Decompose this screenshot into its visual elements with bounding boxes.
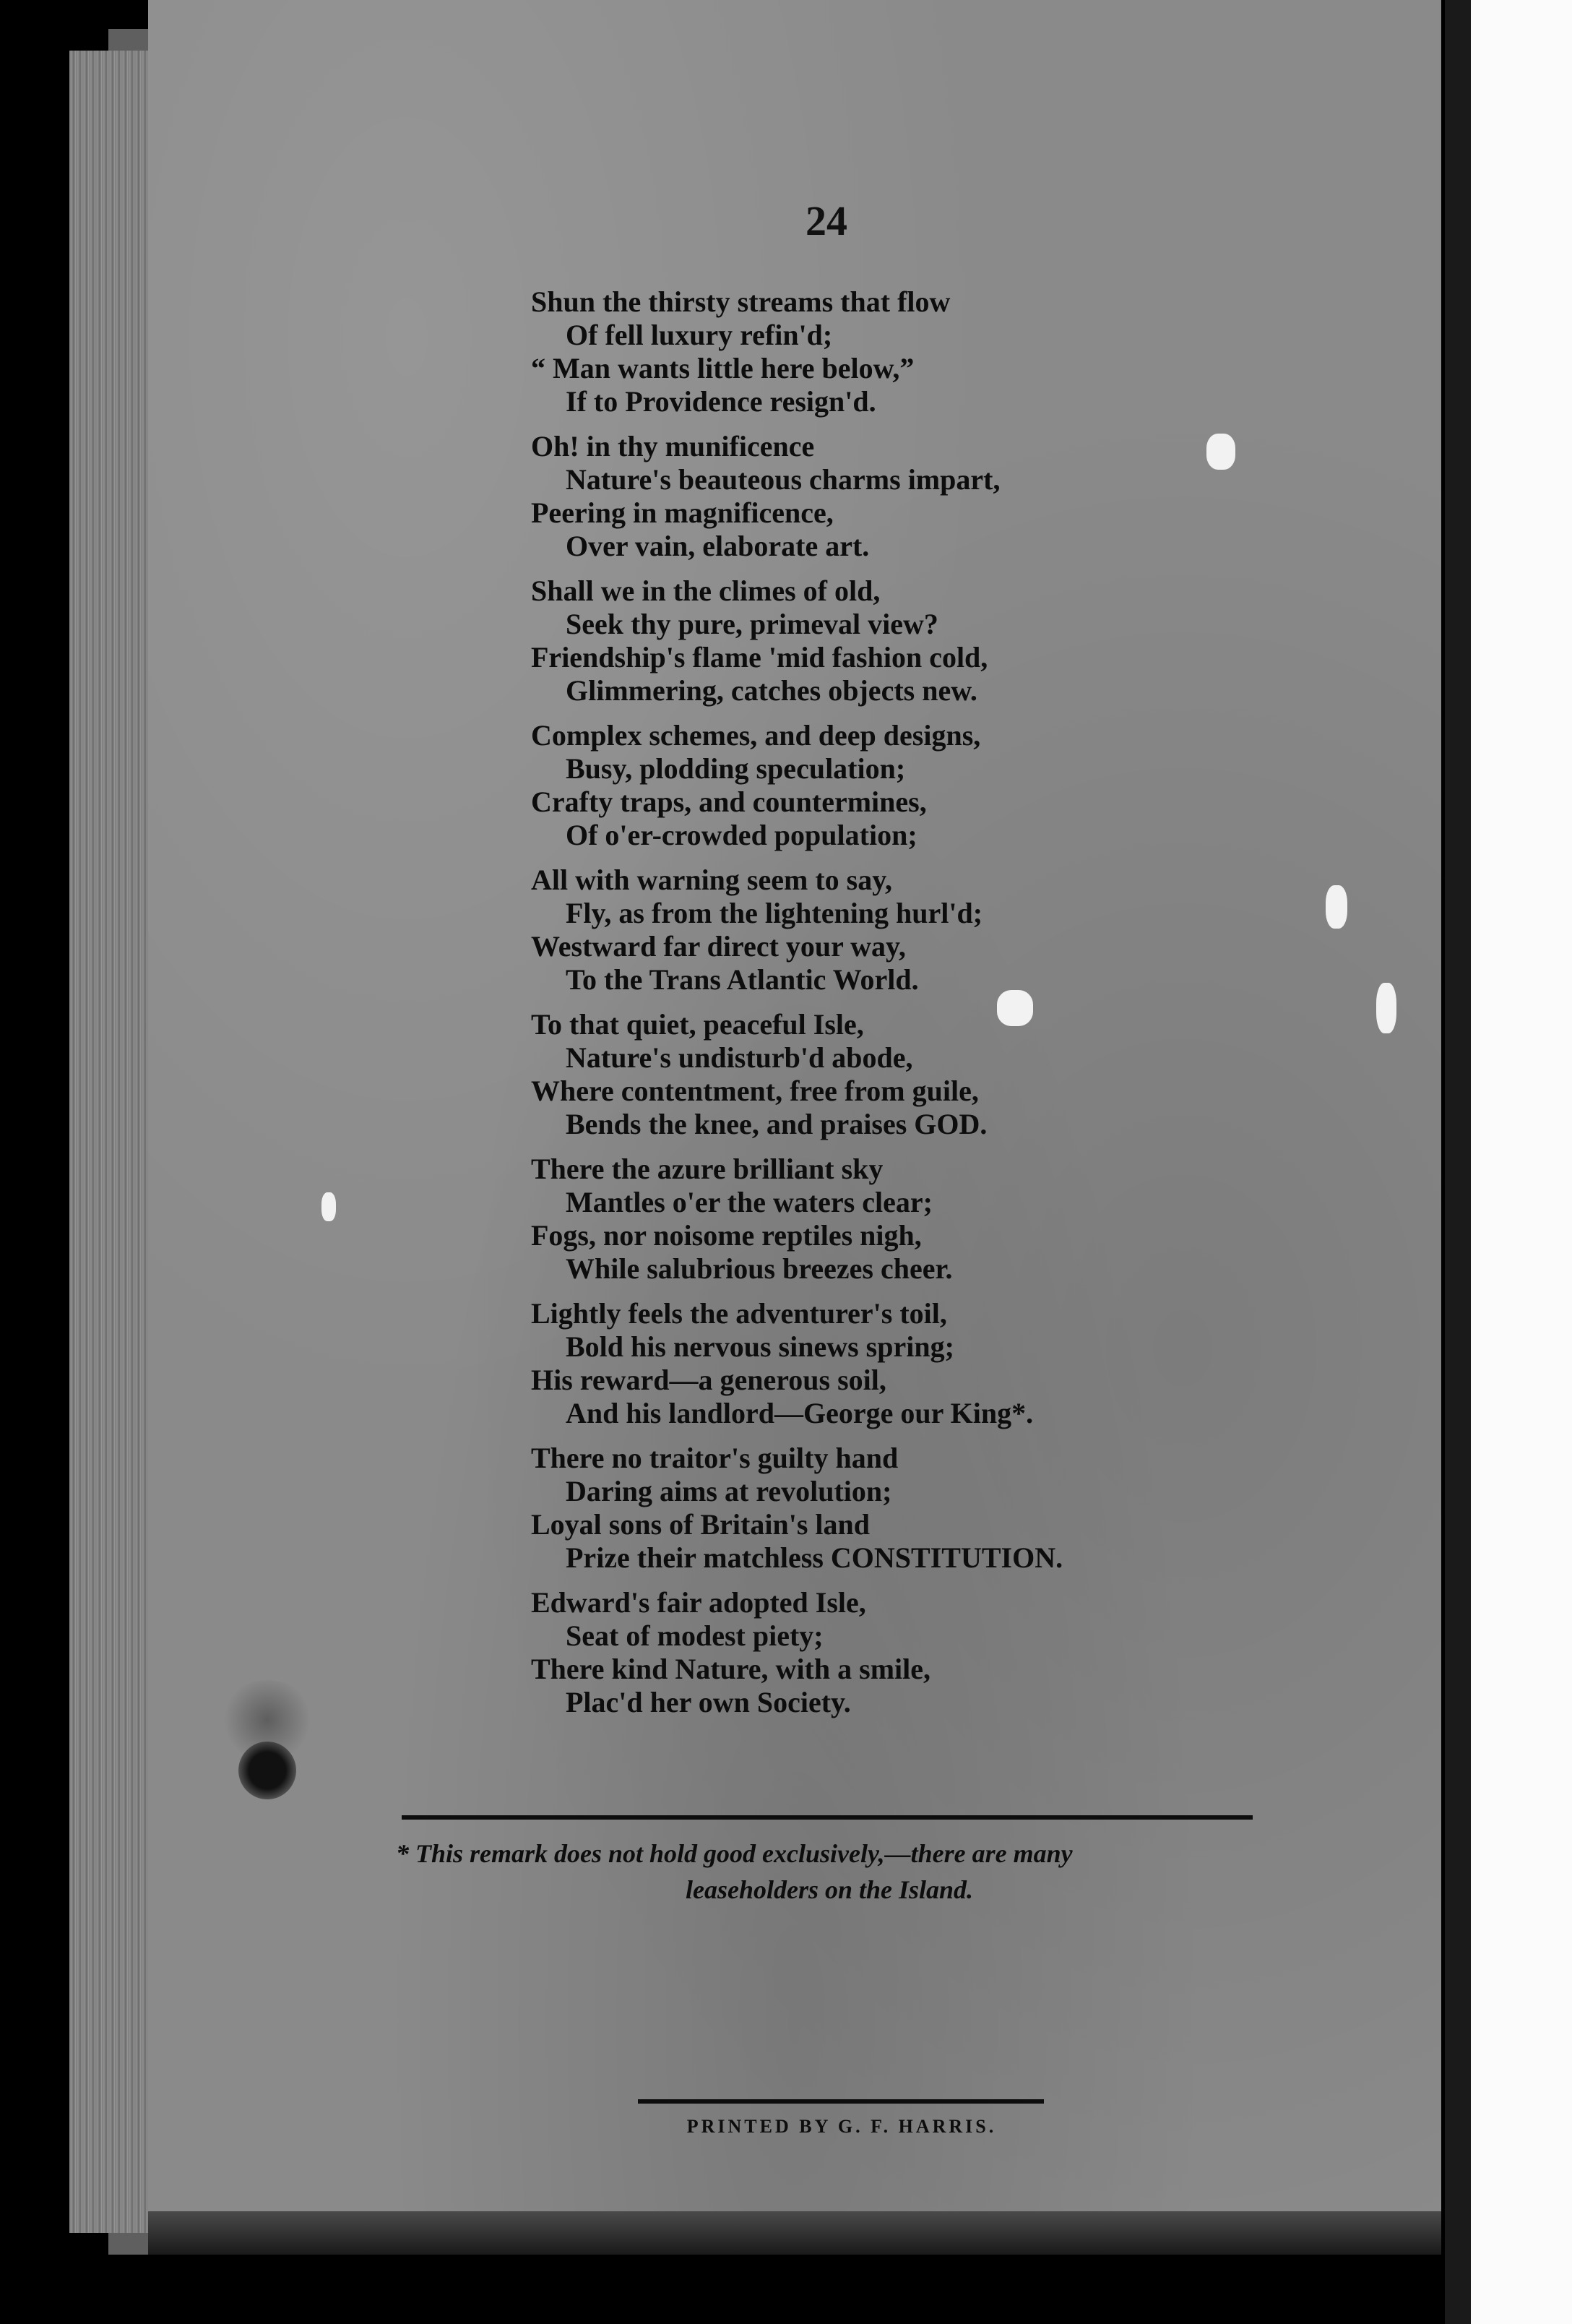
paper-speck — [1376, 983, 1396, 1033]
poem-line: Crafty traps, and countermines, — [531, 786, 927, 818]
footnote-line: * This remark does not hold good exclusively,—there are many — [396, 1839, 1073, 1868]
poem-line: Fly, as from the lightening hurl'd; — [566, 897, 983, 929]
stanza — [531, 719, 1253, 852]
page-gutter-shadow — [1445, 0, 1471, 2324]
footnote-divider — [402, 1815, 1253, 1820]
poem-line: And his landlord—George our King*. — [566, 1397, 1034, 1429]
poem-line: Fogs, nor noisome reptiles nigh, — [531, 1219, 922, 1252]
poem-line: Of fell luxury refin'd; — [566, 319, 833, 351]
stanza — [531, 285, 1253, 418]
poem — [531, 285, 1253, 1731]
poem-line: Busy, plodding speculation; — [566, 752, 906, 785]
poem-line: There the azure brilliant sky — [531, 1153, 884, 1185]
poem-line: Edward's fair adopted Isle, — [531, 1586, 866, 1619]
poem-line: Of o'er-crowded population; — [566, 819, 917, 851]
poem-line: Bold his nervous sinews spring; — [566, 1330, 954, 1363]
poem-line: There no traitor's guilty hand — [531, 1442, 899, 1474]
poem-line: All with warning seem to say, — [531, 864, 892, 896]
poem-line: While salubrious breezes cheer. — [566, 1252, 953, 1285]
poem-line: Glimmering, catches objects new. — [566, 674, 977, 707]
stanza — [531, 1586, 1253, 1719]
poem-line: Seat of modest piety; — [566, 1619, 824, 1652]
printer-imprint: PRINTED BY G. F. HARRIS. — [686, 2116, 997, 2137]
poem-line: Peering in magnificence, — [531, 496, 834, 529]
adjacent-page-edge — [1471, 0, 1572, 2324]
stanza — [531, 574, 1253, 707]
stanza — [531, 1297, 1253, 1430]
poem-line: His reward—a generous soil, — [531, 1364, 886, 1396]
poem-line: If to Providence resign'd. — [566, 385, 876, 418]
footnote-line: leaseholders on the Island. — [685, 1875, 974, 1904]
paper-speck — [1326, 885, 1347, 929]
stanza — [531, 430, 1253, 563]
imprint-divider — [638, 2099, 1044, 2104]
poem-line: There kind Nature, with a smile, — [531, 1653, 930, 1685]
page-bottom-shadow — [148, 2211, 1441, 2255]
poem-line: To that quiet, peaceful Isle, — [531, 1008, 864, 1041]
poem-line: Over vain, elaborate art. — [566, 530, 870, 562]
poem-line: “ Man wants little here below,” — [531, 352, 915, 384]
page-stack-edges — [69, 51, 151, 2233]
poem-line: Westward far direct your way, — [531, 930, 906, 963]
poem-line: Complex schemes, and deep designs, — [531, 719, 981, 752]
poem-line: Lightly feels the adventurer's toil, — [531, 1297, 947, 1330]
ink-blot — [238, 1742, 296, 1799]
poem-line: Shall we in the climes of old, — [531, 574, 881, 607]
poem-line: Plac'd her own Society. — [566, 1686, 851, 1718]
poem-line: Daring aims at revolution; — [566, 1475, 892, 1507]
paper-speck — [321, 1192, 336, 1221]
stanza — [531, 1008, 1253, 1141]
poem-line: To the Trans Atlantic World. — [566, 963, 919, 996]
page-number: 24 — [806, 197, 847, 244]
poem-line: Seek thy pure, primeval view? — [566, 608, 938, 640]
poem-line: Prize their matchless CONSTITUTION. — [566, 1541, 1063, 1574]
poem-line: Nature's undisturb'd abode, — [566, 1041, 913, 1074]
poem-line: Friendship's flame 'mid fashion cold, — [531, 641, 988, 673]
poem-line: Bends the knee, and praises GOD. — [566, 1108, 988, 1140]
poem-line: Where contentment, free from guile, — [531, 1075, 979, 1107]
poem-line: Shun the thirsty streams that flow — [531, 285, 951, 318]
stanza — [531, 1442, 1253, 1575]
footnote — [396, 1835, 1263, 1908]
poem-line: Oh! in thy munificence — [531, 430, 815, 462]
poem-line: Mantles o'er the waters clear; — [566, 1186, 933, 1218]
poem-line: Loyal sons of Britain's land — [531, 1508, 871, 1541]
stanza — [531, 864, 1253, 997]
stanza — [531, 1153, 1253, 1286]
poem-line: Nature's beauteous charms impart, — [566, 463, 1001, 496]
